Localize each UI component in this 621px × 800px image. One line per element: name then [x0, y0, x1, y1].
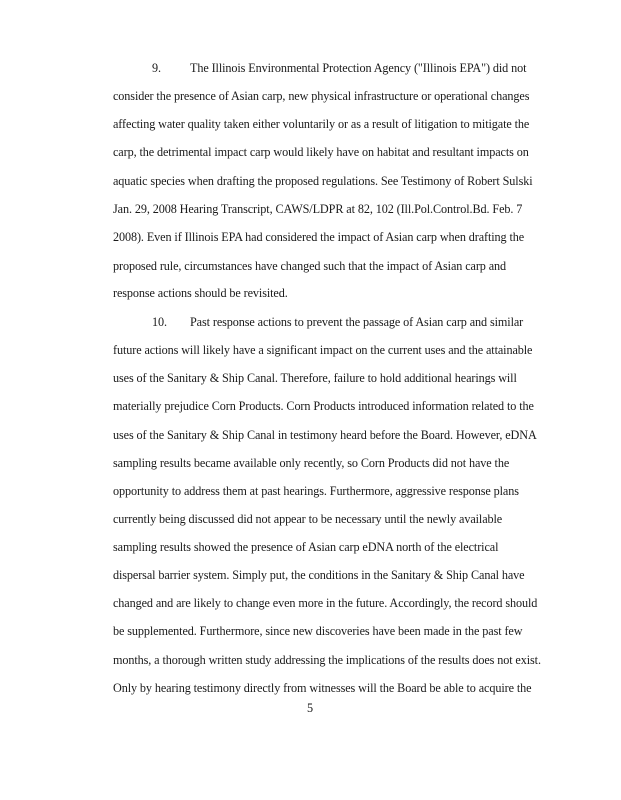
paragraph-10-line-8: currently being discussed did not appear to be necessary until the newly available: [113, 512, 503, 526]
paragraph-number: 10.: [152, 315, 167, 329]
paragraph-10-line-4: materially prejudice Corn Products. Corn Products introduced information related to the: [113, 399, 534, 413]
paragraph-10-line-3: uses of the Sanitary & Ship Canal. Therefore, failure to hold additional hearings will: [113, 371, 517, 385]
paragraph-9-line-9: response actions should be revisited.: [113, 286, 288, 300]
paragraph-number: 9.: [152, 61, 161, 75]
paragraph-9-line-4: carp, the detrimental impact carp would likely have on habitat and resultant impacts on: [113, 145, 529, 159]
page-number: 5: [306, 701, 314, 715]
paragraph-10-line-10: dispersal barrier system. Simply put, the conditions in the Sanitary & Ship Canal have: [113, 568, 525, 582]
paragraph-10-line-9: sampling results showed the presence of Asian carp eDNA north of the electrical: [113, 540, 499, 554]
paragraph-9-line-5: aquatic species when drafting the proposed regulations. See Testimony of Robert Sulski: [113, 174, 533, 188]
paragraph-10-line-6: sampling results became available only recently, so Corn Products did not have the: [113, 456, 510, 470]
paragraph-9-line-2: consider the presence of Asian carp, new physical infrastructure or operational changes: [113, 89, 530, 103]
paragraph-10-line-7: opportunity to address them at past hearings. Furthermore, aggressive response plans: [113, 484, 519, 498]
paragraph-9-line-1: [113, 60, 545, 76]
paragraph-9-line-3: affecting water quality taken either voluntarily or as a result of litigation to mitigate the: [113, 117, 530, 131]
paragraph-10-line-1: [113, 314, 545, 330]
paragraph-10-line-2: future actions will likely have a significant impact on the current uses and the attainable: [113, 343, 533, 357]
paragraph-9-line-8: proposed rule, circumstances have changed such that the impact of Asian carp and: [113, 259, 507, 273]
paragraph-10-line-11: changed and are likely to change even more in the future. Accordingly, the record should: [113, 596, 538, 610]
paragraph-10-line-12: be supplemented. Furthermore, since new discoveries have been made in the past few: [113, 624, 523, 638]
paragraph-9-line-7: 2008). Even if Illinois EPA had considered the impact of Asian carp when drafting the: [113, 230, 525, 244]
paragraph-10-line-13: months, a thorough written study addressing the implications of the results does not exist.: [113, 653, 541, 667]
paragraph-10-line-5: uses of the Sanitary & Ship Canal in testimony heard before the Board. However, eDNA: [113, 428, 537, 442]
line-text: The Illinois Environmental Protection Agency ("Illinois EPA") did not: [190, 61, 527, 75]
paragraph-10-line-14: Only by hearing testimony directly from witnesses will the Board be able to acquire the: [113, 681, 532, 695]
paragraph-9-line-6: Jan. 29, 2008 Hearing Transcript, CAWS/LDPR at 82, 102 (Ill.Pol.Control.Bd. Feb. 7: [113, 202, 523, 216]
line-text: Past response actions to prevent the passage of Asian carp and similar: [190, 315, 524, 329]
